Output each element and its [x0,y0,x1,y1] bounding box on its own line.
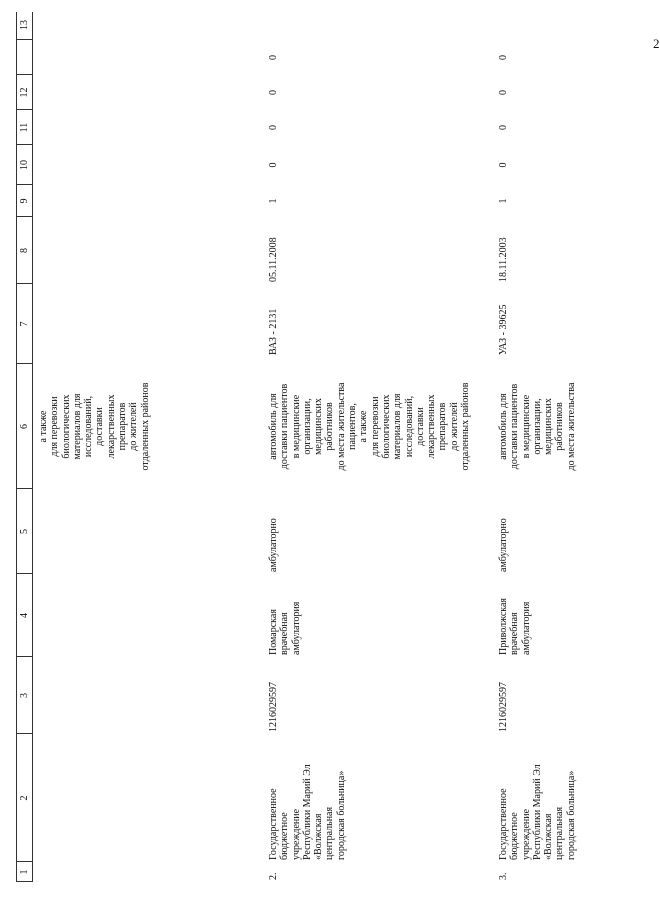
column-header-number: 6 [19,424,30,429]
header-bottom-border [32,12,33,882]
column-header-number: 10 [19,160,30,170]
table-cell: 1 [268,198,279,204]
table-cell: 0 [268,162,279,168]
table-cell: ВАЗ - 2131 [268,308,279,355]
column-divider [16,39,32,40]
table-cell: 18.11.2003 [498,237,509,282]
column-header-number: 2 [19,795,30,801]
column-divider [16,74,32,75]
table-cell: автомобиль для доставки пациентов в медицинские организации, медицинских работников до места жительства [498,382,577,471]
column-divider [16,656,32,657]
table-cell: 0 [498,55,509,60]
table-cell: Помарская врачебная амбулатория [268,601,302,655]
table-cell: УАЗ - 39625 [498,304,509,355]
column-divider [16,573,32,574]
column-header-number: 9 [19,198,30,204]
column-divider [16,363,32,364]
table-cell: 0 [268,125,279,130]
table-cell: 0 [498,125,509,130]
table-cell: 1 [498,198,509,204]
table-cell: 1216029597 [268,682,279,732]
column-divider [16,881,32,882]
page-number: 2 [653,36,660,51]
column-divider [16,733,32,734]
column-header-number: 4 [19,613,30,618]
table-top-border [16,12,17,882]
column-header-number: 11 [19,122,30,133]
column-divider [16,216,32,217]
column-header-number: 5 [19,529,30,534]
table-cell: 0 [268,90,279,95]
table-cell: автомобиль для доставки пациентов в медицинские организации, медицинских работников до места жительства пациентов, а также для перевозки биологических материалов для исследований, доставки лекарственных препаратов до жителей отдаленных районов [268,382,472,471]
column-divider [16,861,32,862]
table-cell: Государственное бюджетное учреждение Республики Марий Эл «Волжская центральная городская больница» [268,764,347,860]
table-cell: 0 [498,162,509,168]
table-cell: 0 [498,90,509,95]
column-divider [16,144,32,145]
table-cell: 3. [498,872,509,880]
table-cell: амбулаторно [498,518,509,572]
table-cell: 2. [268,872,279,880]
column-header-number: 8 [19,248,30,253]
table-cell: Приволжская врачебная амбулатория [498,598,532,655]
column-header-number: 7 [19,321,30,327]
column-divider [16,109,32,110]
column-header-number: 13 [19,20,30,30]
rotated-table [16,12,636,882]
table-cell: 1216029597 [498,682,509,732]
column-header-number: 12 [19,87,30,98]
column-header-number: 1 [19,869,30,875]
table-cell: Государственное бюджетное учреждение Республики Марий Эл «Волжская центральная городская больница» [498,764,577,860]
column-divider [16,488,32,489]
column-divider [16,283,32,284]
column-header-number: 3 [19,693,30,698]
column-divider [16,184,32,185]
table-cell: 0 [268,55,279,60]
table-cell: амбулаторно [268,518,279,572]
table-cell: 05.11.2008 [268,237,279,282]
table-cell: а также для перевозки биологических материалов для исследований, доставки лекарственных препаратов до жителей отдаленных районов [38,382,151,471]
